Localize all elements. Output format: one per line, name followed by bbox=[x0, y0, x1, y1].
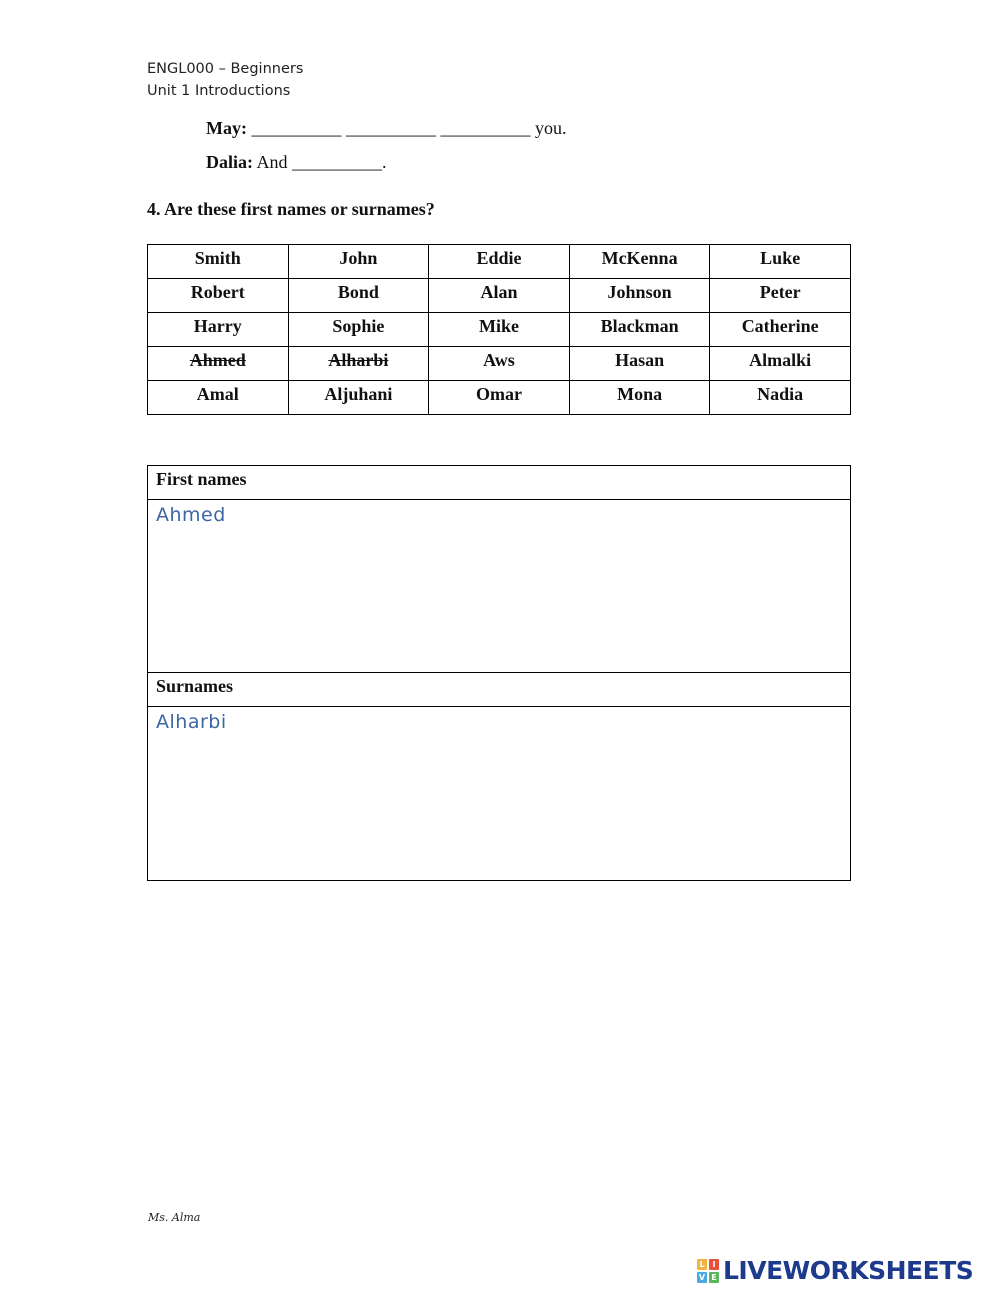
name-cell[interactable]: Bond bbox=[288, 279, 429, 313]
name-cell[interactable]: Almalki bbox=[710, 347, 851, 381]
dialogue-text-may: __________ __________ __________ you. bbox=[246, 118, 567, 138]
names-table bbox=[147, 244, 851, 415]
question-4-heading: 4. Are these first names or surnames? bbox=[147, 199, 435, 219]
name-cell[interactable]: Sophie bbox=[288, 313, 429, 347]
name-cell[interactable]: Nadia bbox=[710, 381, 851, 415]
logo-block-i: I bbox=[709, 1259, 719, 1270]
name-cell[interactable]: Johnson bbox=[569, 279, 710, 313]
dialogue-text-dalia: And __________. bbox=[253, 152, 387, 172]
name-cell[interactable]: Robert bbox=[148, 279, 289, 313]
teacher-signature: Ms. Alma bbox=[148, 1211, 201, 1224]
table-row bbox=[148, 245, 851, 279]
name-cell[interactable]: Aljuhani bbox=[288, 381, 429, 415]
struck-name: Ahmed bbox=[189, 350, 246, 370]
first-names-label: First names bbox=[148, 466, 850, 500]
first-names-dropzone[interactable] bbox=[148, 500, 850, 673]
logo-wordmark: LIVEWORKSHEETS bbox=[723, 1256, 974, 1285]
struck-name: Alharbi bbox=[328, 350, 389, 370]
name-cell[interactable]: John bbox=[288, 245, 429, 279]
name-cell-used[interactable] bbox=[288, 347, 429, 381]
name-cell[interactable]: Mike bbox=[429, 313, 570, 347]
table-row bbox=[148, 279, 851, 313]
table-row bbox=[148, 381, 851, 415]
name-cell[interactable]: Mona bbox=[569, 381, 710, 415]
surnames-dropzone[interactable] bbox=[148, 707, 850, 880]
name-cell[interactable]: Aws bbox=[429, 347, 570, 381]
speaker-dalia: Dalia: bbox=[206, 152, 253, 172]
liveworksheets-logo bbox=[697, 1256, 973, 1285]
name-cell[interactable]: McKenna bbox=[569, 245, 710, 279]
name-cell[interactable]: Amal bbox=[148, 381, 289, 415]
dialogue-line-dalia bbox=[206, 152, 387, 173]
name-cell[interactable]: Hasan bbox=[569, 347, 710, 381]
speaker-may: May: bbox=[206, 118, 247, 138]
surnames-label: Surnames bbox=[148, 673, 850, 707]
table-row bbox=[148, 313, 851, 347]
sorting-table bbox=[147, 465, 851, 881]
dialogue-line-may bbox=[206, 118, 566, 139]
unit-title: Unit 1 Introductions bbox=[147, 83, 291, 99]
name-cell[interactable]: Omar bbox=[429, 381, 570, 415]
logo-block-v: V bbox=[698, 1272, 706, 1282]
logo-blocks-icon bbox=[697, 1259, 719, 1283]
logo-block-e: E bbox=[709, 1272, 719, 1283]
name-cell[interactable]: Luke bbox=[710, 245, 851, 279]
name-cell-used[interactable] bbox=[148, 347, 289, 381]
course-title: ENGL000 – Beginners bbox=[147, 61, 304, 77]
name-cell[interactable]: Blackman bbox=[569, 313, 710, 347]
table-row bbox=[148, 347, 851, 381]
name-cell[interactable]: Harry bbox=[148, 313, 289, 347]
name-cell[interactable]: Alan bbox=[429, 279, 570, 313]
logo-block-l: L bbox=[697, 1259, 707, 1270]
name-cell[interactable]: Peter bbox=[710, 279, 851, 313]
first-name-answer[interactable]: Ahmed bbox=[156, 504, 226, 526]
name-cell[interactable]: Catherine bbox=[710, 313, 851, 347]
name-cell[interactable]: Smith bbox=[148, 245, 289, 279]
name-cell[interactable]: Eddie bbox=[429, 245, 570, 279]
surname-answer[interactable]: Alharbi bbox=[156, 711, 227, 733]
